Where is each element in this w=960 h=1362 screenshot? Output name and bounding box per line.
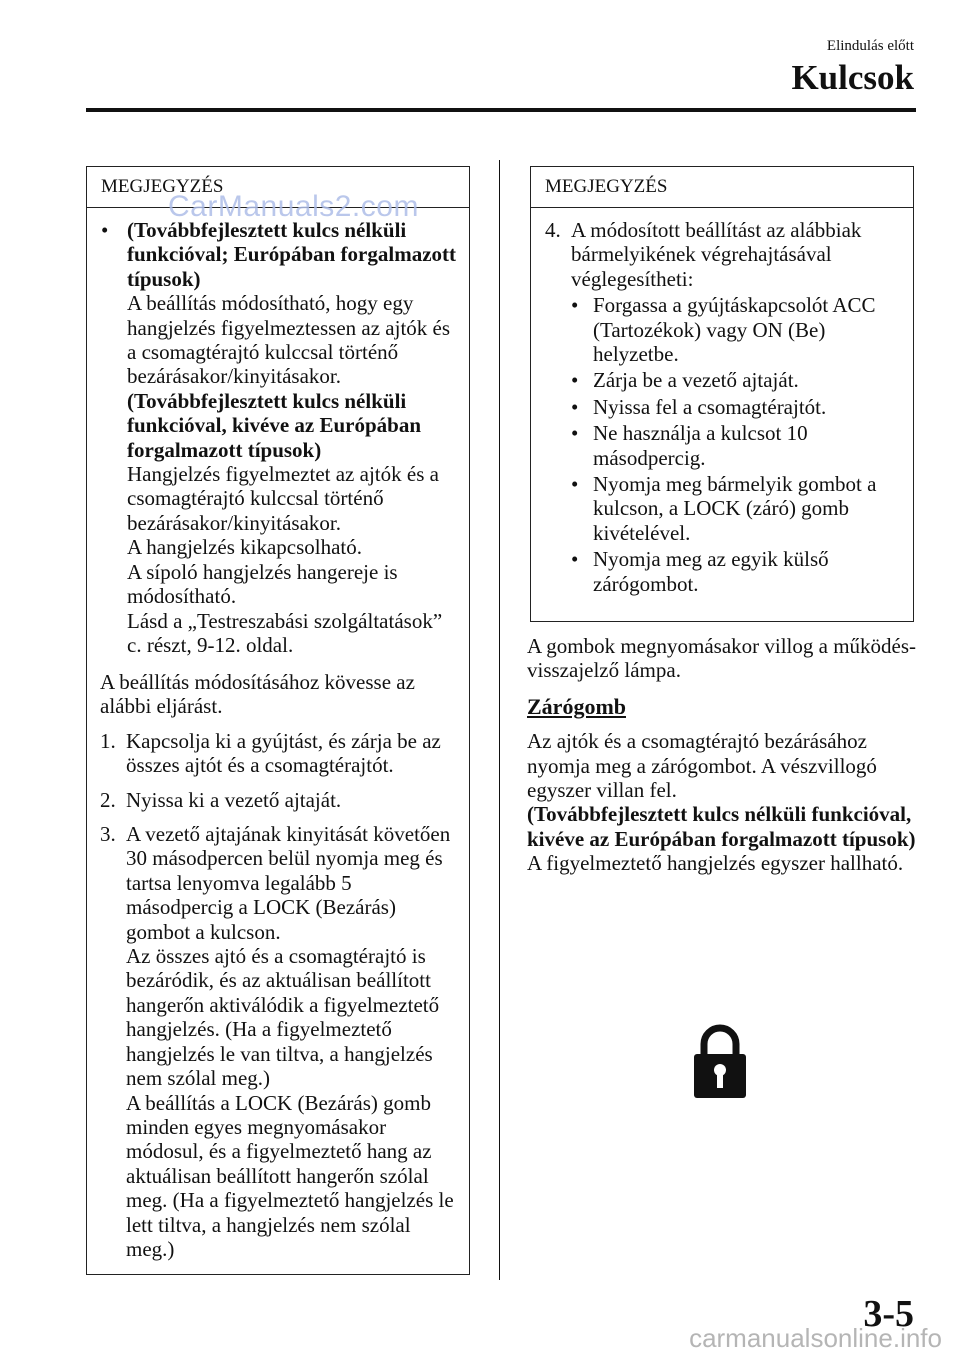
watermark-bottom: carmanualsonline.info bbox=[689, 1323, 942, 1353]
step-text: A módosított beállítást az alábbiak bármelyikének végrehajtásával véglegesítheti: bbox=[571, 218, 862, 291]
step-text: Nyissa ki a vezető ajtaját. bbox=[126, 787, 342, 812]
list-item-text: Nyomja meg az egyik külső zárógombot. bbox=[593, 547, 829, 596]
list-item-text: Nyissa fel a csomagtérajtót. bbox=[593, 394, 827, 419]
watermark-top: CarManuals2.com bbox=[168, 190, 419, 223]
note-bullet-item bbox=[101, 218, 457, 657]
note-text: Lásd a „Testreszabási szolgáltatások” c. részt, 9-12. oldal. bbox=[127, 608, 443, 657]
bullet-marker: • bbox=[571, 547, 579, 572]
note-bold-heading: (Továbbfejlesztett kulcs nélküli funkcióval; Európában forgalmazott típusok) bbox=[127, 218, 457, 291]
list-item bbox=[545, 293, 901, 366]
page-title: Kulcsok bbox=[791, 58, 914, 97]
list-item bbox=[545, 368, 901, 392]
paragraph: Az ajtók és a csomagtérajtó bezárásához nyomja meg a zárógombot. A vészvillogó egyszer villan fel. bbox=[527, 729, 877, 803]
note-body bbox=[87, 208, 469, 667]
note-heading: MEGJEGYZÉS bbox=[531, 167, 913, 208]
note-text: A sípoló hangjelzés hangereje is módosítható. bbox=[127, 559, 398, 609]
lock-icon bbox=[692, 1022, 748, 1098]
step-text: A vezető ajtajának kinyitását követően 30 másodpercen belül nyomja meg és tartsa lenyomva legalább 5 másodpercig a LOCK (Bezárás) gombot a kulcson. bbox=[126, 822, 451, 944]
bold-heading: (Továbbfejlesztett kulcs nélküli funkcióval, kivéve az Európában forgalmazott típusok) bbox=[527, 802, 916, 851]
list-item-text: Ne használja a kulcsot 10 másodpercig. bbox=[593, 421, 808, 470]
list-item bbox=[545, 472, 901, 545]
page-number: 3-5 bbox=[863, 1293, 914, 1335]
header-section-label: Elindulás előtt bbox=[826, 38, 914, 54]
column-divider bbox=[499, 160, 500, 1280]
header-rule bbox=[86, 108, 916, 112]
step-text-continued: A beállítás a LOCK (Bezárás) gomb minden egyes megnyomásakor módosul, és a figyelmeztető hang az aktuálisan beállított hangerőn szólal meg. (Ha a figyelmeztető hangjelzés le lett tiltva, a hangjelzés nem szólal meg.) bbox=[126, 1090, 454, 1261]
right-column-text bbox=[527, 634, 917, 876]
bullet-marker: • bbox=[571, 293, 579, 318]
bullet-marker: • bbox=[101, 218, 109, 242]
list-item-text: Zárja be a vezető ajtaját. bbox=[593, 368, 799, 393]
note-box-right bbox=[530, 166, 914, 622]
procedure-step bbox=[100, 822, 460, 1261]
note-text: Hangjelzés figyelmeztet az ajtók és a csomagtérajtó kulccsal történő bezárásakor/kinyitásakor. bbox=[127, 462, 439, 535]
bullet-marker: • bbox=[571, 421, 579, 446]
left-procedure bbox=[100, 670, 460, 1261]
bullet-marker: • bbox=[571, 472, 579, 497]
list-item bbox=[545, 421, 901, 470]
note-heading: MEGJEGYZÉS bbox=[87, 167, 469, 208]
step-number: 3. bbox=[100, 822, 116, 847]
paragraph: A gombok megnyomásakor villog a működés-visszajelző lámpa. bbox=[527, 634, 917, 683]
step-number: 2. bbox=[100, 787, 116, 812]
step-text-continued: Az összes ajtó és a csomagtérajtó is bezáródik, és az aktuálisan beállított hangerőn aktiválódik a figyelmeztető hangjelzés. (Ha a figyelmeztető hangjelzés le van tiltva, a hangjelzés nem szólal meg.) bbox=[126, 944, 440, 1091]
note-bold-heading: (Továbbfejlesztett kulcs nélküli funkcióval, kivéve az Európában forgalmazott típusok) bbox=[127, 388, 422, 462]
step-number: 1. bbox=[100, 728, 116, 753]
list-item bbox=[545, 547, 901, 596]
note-text: A beállítás módosítható, hogy egy hangjelzés figyelmeztessen az ajtók és a csomagtérajtó kulccsal történő bezárásakor/kinyitásakor. bbox=[127, 291, 451, 389]
bullet-marker: • bbox=[571, 394, 579, 419]
bullet-marker: • bbox=[571, 368, 579, 393]
procedure-step bbox=[100, 729, 460, 778]
procedure-step bbox=[545, 218, 901, 291]
procedure-step bbox=[100, 788, 460, 812]
section-subheading: Zárógomb bbox=[527, 693, 626, 719]
list-item-text: Nyomja meg bármelyik gombot a kulcson, a LOCK (záró) gomb kivételével. bbox=[593, 472, 877, 545]
step-number: 4. bbox=[545, 218, 561, 242]
list-item-text: Forgassa a gyújtáskapcsolót ACC (Tartozékok) vagy ON (Be) helyzetbe. bbox=[593, 293, 876, 367]
note-text: A hangjelzés kikapcsolható. bbox=[127, 535, 363, 560]
procedure-intro: A beállítás módosításához kövesse az alábbi eljárást. bbox=[100, 670, 415, 719]
paragraph: A figyelmeztető hangjelzés egyszer hallható. bbox=[527, 851, 904, 876]
note-body bbox=[531, 208, 913, 606]
list-item bbox=[545, 395, 901, 419]
step-text: Kapcsolja ki a gyújtást, és zárja be az összes ajtót és a csomagtérajtót. bbox=[126, 728, 441, 778]
